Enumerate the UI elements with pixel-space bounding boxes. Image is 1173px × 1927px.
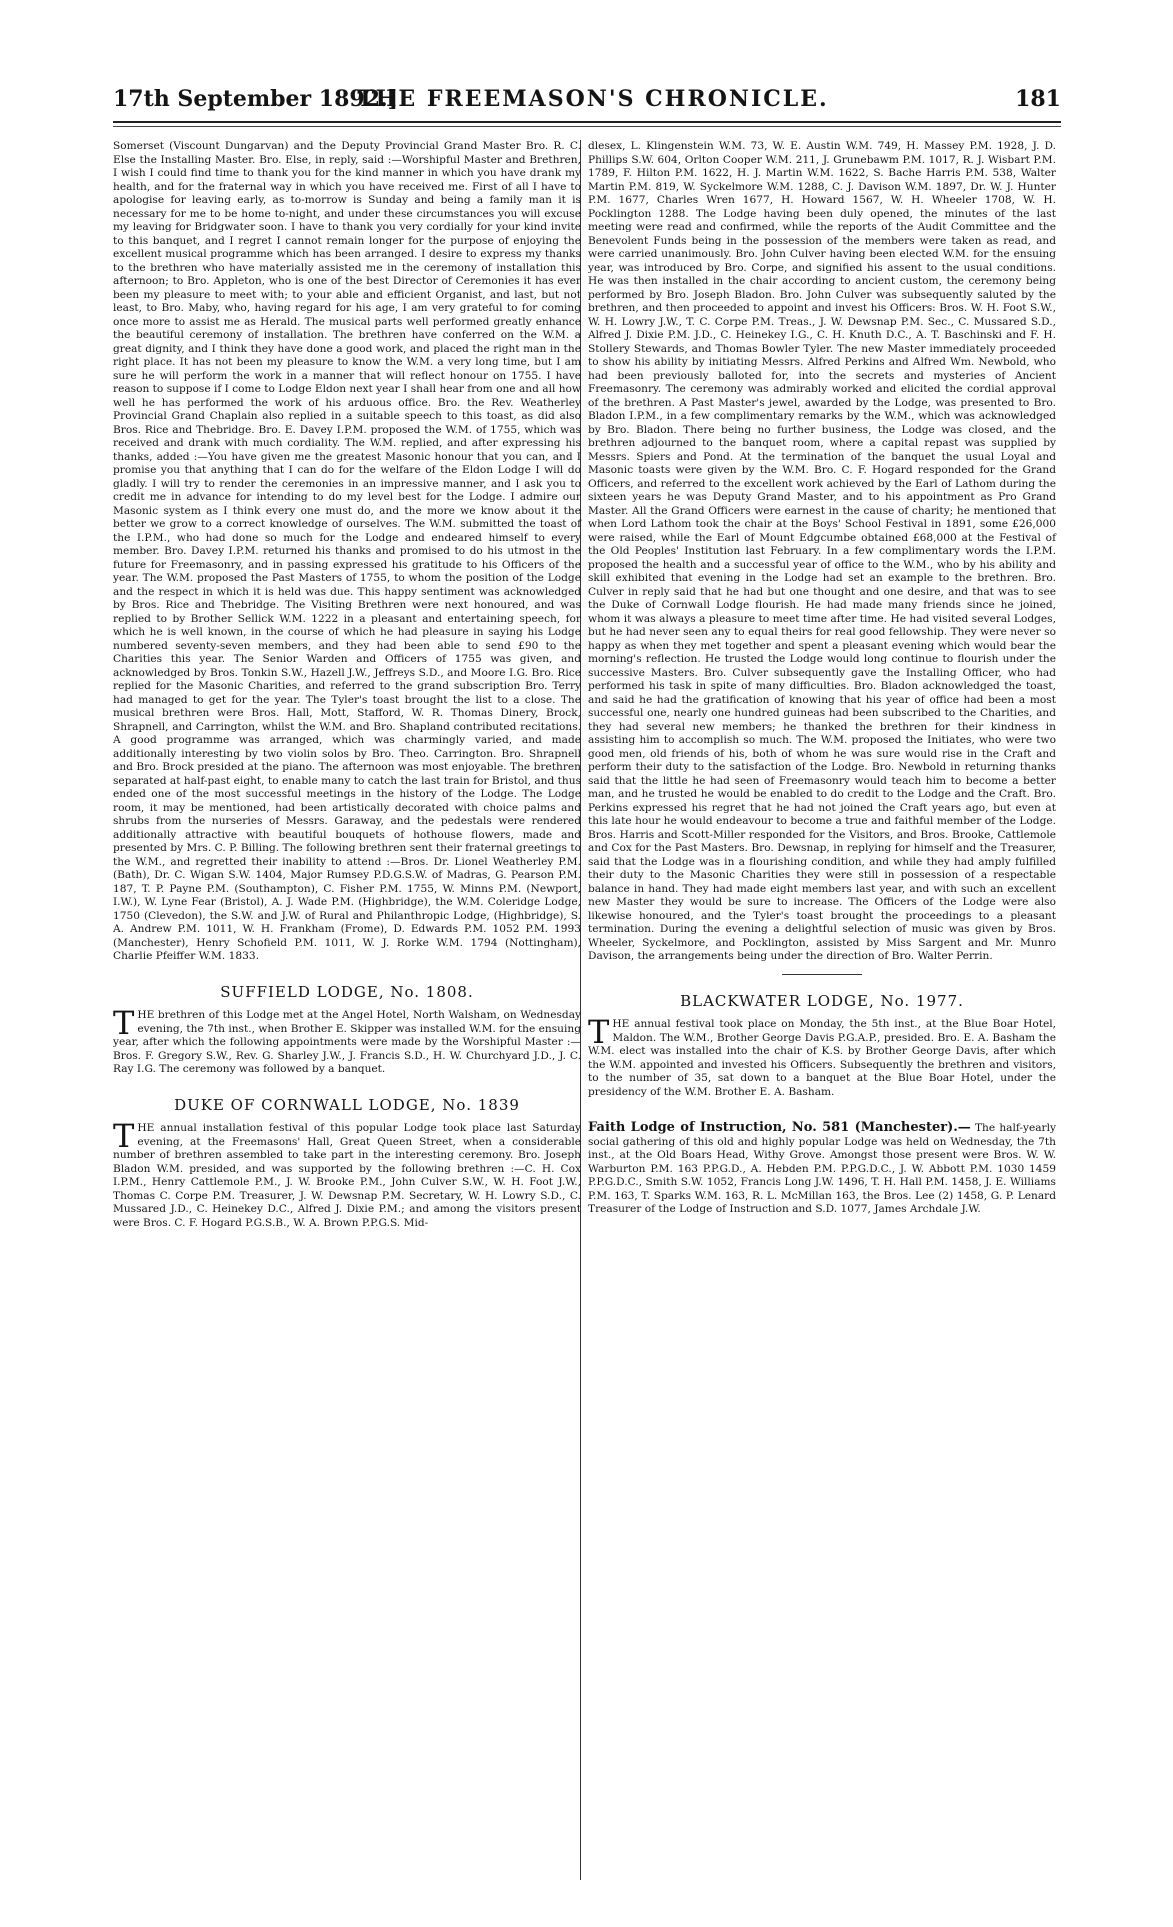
faith-lodge-heading: Faith Lodge of Instruction, No. 581 (Manchester).— xyxy=(588,1120,971,1135)
right-column xyxy=(588,140,1056,1217)
cornwall-dropcap: T xyxy=(113,1117,135,1155)
header-rule xyxy=(113,121,1061,123)
faith-lodge-paragraph xyxy=(588,1121,1056,1217)
blackwater-lodge-text: HE annual festival took place on Monday, the 5th inst., at the Blue Boar Hotel, Maldon. The W.M., Brother George Davis P.G.A.P., presided. Bro. E. A. Basham the W.M. elect was installed into the chair of K.S. by Brother George Davis, after which the W.M. appointed and invested his Officers. Subsequently the brethren and visitors, to the number of 35, sat down to a banquet at the Blue Boar Hotel, under the presidency of the W.M. Brother E. A. Basham. xyxy=(588,1018,1056,1098)
suffield-lodge-text: HE brethren of this Lodge met at the Angel Hotel, North Walsham, on Wednesday evening, the 7th inst., when Brother E. Skipper was installed W.M. for the ensuing year, after which the following appointments were made by the Worshipful Master :—Bros. F. Gregory S.W., Rev. G. Sharley J.W., J. Francis S.D., H. W. Churchyard J.D., J. C. Ray I.G. The ceremony was followed by a banquet. xyxy=(113,1009,581,1075)
left-column xyxy=(113,140,581,1230)
duke-of-cornwall-lodge-heading: DUKE OF CORNWALL LODGE, No. 1839 xyxy=(174,1095,520,1114)
blackwater-lodge-heading: BLACKWATER LODGE, No. 1977. xyxy=(680,991,964,1010)
section-separator-rule xyxy=(782,974,862,975)
duke-of-cornwall-lodge-text: HE annual installation festival of this popular Lodge took place last Saturday evening, at the Freemasons' Hall, Great Queen Street, when a considerable number of brethren assembled to take part in the interesting ceremony. Bro. Joseph Bladon W.M. presided, and was supported by the following brethren :—C. H. Cox I.P.M., Henry Cattlemole P.M., J. W. Brooke P.M., John Culver S.W., W. H. Foot J.W., Thomas C. Corpe P.M. Treasurer, J. W. Dewsnap P.M. Secretary, W. H. Lowry S.D., C. Mussared J.D., C. Heinekey D.C., Alfred J. Dixie P.M.; and among the visitors present were Bros. C. F. Hogard P.G.S.B., W. A. Brown P.P.G.S. Mid- xyxy=(113,1122,581,1229)
suffield-lodge-article xyxy=(113,1004,581,1077)
duke-of-cornwall-lodge-article xyxy=(113,1117,581,1230)
faith-lodge-article xyxy=(588,1121,1056,1217)
issue-date: 17th September 1892.] xyxy=(113,86,399,112)
blackwater-lodge-article xyxy=(588,1013,1056,1099)
publication-title: THE FREEMASON'S CHRONICLE. xyxy=(357,86,829,112)
header-rule-secondary xyxy=(113,126,1061,127)
suffield-dropcap: T xyxy=(113,1004,135,1042)
eldon-lodge-report-continued: Somerset (Viscount Dungarvan) and the Deputy Provincial Grand Master Bro. R. C. Else the Installing Master. Bro. Else, in reply, said :—Worshipful Master and Brethren, I wish I could find time to thank you for the kind manner in which you have drank my health, and for the fraternal way in which you have received me. First of all I have to apologise for leaving early, as to-morrow is Sunday and being a family man it is necessary for me to be home to-night, and under these circumstances you will excuse my leaving for Bridgwater soon. I have to thank you very cordially for your kind invite to this banquet, and I regret I cannot remain longer for the purpose of enjoying the excellent musical programme which has been arranged. I desire to express my thanks to the brethren who have materially assisted me in the ceremony of installation this afternoon; to Bro. Appleton, who is one of the best Director of Ceremonies it has ever been my pleasure to meet with; to your able and efficient Organist, and last, but not least, to Bro. Maby, who, having regard for his age, I am very grateful to for coming once more to assist me as Herald. The musical parts well performed greatly enhance the beautiful ceremony of installation. The brethren have conferred on the W.M. a great dignity, and I think they have done a good work, and placed the right man in the right place. It has not been my pleasure to know the W.M. a very long time, but I am sure he will perform the work in a manner that will reflect honour on 1755. I have reason to suppose if I come to Lodge Eldon next year I shall hear from one and all how well he has performed the work of his arduous office. Bro. the Rev. Weatherley Provincial Grand Chaplain also replied in a suitable speech to this toast, as did also Bros. Rice and Thebridge. Bro. E. Davey I.P.M. proposed the W.M. of 1755, which was received and drank with much cordiality. The W.M. replied, and after expressing his thanks, added :—You have given me the greatest Masonic honour that you can, and I promise you that anything that I can do for the welfare of the Eldon Lodge I will do gladly. I will try to render the ceremonies in an impressive manner, and I ask you to credit me in advance for intending to do my level best for the Lodge. I admire our Masonic system as I think every one must do, and the more we know about it the better we grow to a correct knowledge of ourselves. The W.M. submitted the toast of the I.P.M., who had done so much for the Lodge and endeared himself to every member. Bro. Davey I.P.M. returned his thanks and promised to do his utmost in the future for Freemasonry, and in passing expressed his gratitude to his Officers of the year. The W.M. proposed the Past Masters of 1755, to whom the position of the Lodge and the respect in which it is held was due. This happy sentiment was acknowledged by Bros. Rice and Thebridge. The Visiting Brethren were next honoured, and was replied to by Brother Sellick W.M. 1222 in a pleasant and entertaining speech, for which he is well known, in the course of which he had pleasure in saying his Lodge numbered seventy-seven members, and they had been able to send £90 to the Charities this year. The Senior Warden and Officers of 1755 was given, and acknowledged by Bros. Tonkin S.W., Hazell J.W., Jeffreys S.D., and Moore I.G. Bro. Rice replied for the Masonic Charities, and referred to the grand subscription Bro. Terry had managed to get for the year. The Tyler's toast brought the list to a close. The musical brethren were Bros. Hall, Mott, Stafford, W. R. Thomas Dinery, Brock, Shrapnell, and Carrington, whilst the W.M. and Bro. Shapland contributed recitations. A good programme was arranged, which was charmingly varied, and made additionally interesting by two violin solos by Bro. Theo. Carrington. Bro. Shrapnell and Bro. Brock presided at the piano. The afternoon was most enjoyable. The brethren separated at half-past eight, to enable many to catch the last train for Bristol, and thus ended one of the most successful meetings in the history of the Lodge. The Lodge room, it may be mentioned, had been artistically decorated with choice palms and shrubs from the nurseries of Messrs. Garaway, and the pedestals were rendered additionally attractive with beautiful bouquets of hothouse flowers, made and presented by Mrs. C. P. Billing. The following brethren sent their fraternal greetings to the W.M., and regretted their inability to attend :—Bros. Dr. Lionel Weatherley P.M. (Bath), Dr. C. Wigan S.W. 1404, Major Rumsey P.D.G.S.W. of Madras, G. Pearson P.M. 187, T. P. Payne P.M. (Southampton), C. Fisher P.M. 1755, W. Minns P.M. (Newport, I.W.), W. Lyne Fear (Bristol), A. J. Wade P.M. (Highbridge), the W.M. Coleridge Lodge, 1750 (Clevedon), the S.W. and J.W. of Rural and Philanthropic Lodge, (Highbridge), S. A. Andrew P.M. 1011, W. H. Frankham (Frome), D. Edwards P.M. 1052 P.M. 1993 (Manchester), Henry Schofield P.M. 1011, W. J. Rorke W.M. 1794 (Nottingham), Charlie Pfeiffer W.M. 1833. xyxy=(113,140,581,962)
suffield-lodge-heading: SUFFIELD LODGE, No. 1808. xyxy=(220,982,474,1001)
faith-lodge-text: The half-yearly social gathering of this old and highly popular Lodge was held on Wednesday, the 7th inst., at the Old Boars Head, Withy Grove. Amongst those present were Bros. W. W. Warburton P.M. 163 P.P.G.D., A. Hebden P.M. P.P.G.D.C., J. W. Abbott P.M. 1030 1459 P.P.G.D.C., Smith S.W. 1052, Francis Long J.W. 1496, T. H. Hall P.M. 1458, J. E. Williams P.M. 163, T. Sparks W.M. 163, R. L. McMillan 163, the Bros. Lee (2) 1458, G. P. Lenard Treasurer of the Lodge of Instruction and S.D. 1077, James Archdale J.W. xyxy=(588,1122,1056,1215)
blackwater-dropcap: T xyxy=(588,1013,610,1051)
page-header xyxy=(113,80,1061,122)
duke-of-cornwall-lodge-continued: dlesex, L. Klingenstein W.M. 73, W. E. Austin W.M. 749, H. Massey P.M. 1928, J. D. Phillips S.W. 604, Orlton Cooper W.M. 211, J. Grunebawm P.M. 1017, R. J. Wisbart P.M. 1789, F. Hilton P.M. 1622, H. J. Martin W.M. 1622, S. Bache Harris P.M. 538, Walter Martin P.M. 819, W. Syckelmore W.M. 1288, C. J. Davison W.M. 1897, Dr. W. J. Hunter P.M. 1677, Charles Wren 1677, H. Howard 1567, W. H. Wheeler 1708, W. H. Pocklington 1288. The Lodge having been duly opened, the minutes of the last meeting were read and confirmed, while the reports of the Audit Committee and the Benevolent Funds being in the possession of the members were taken as read, and were carried unanimously. Bro. John Culver having been elected W.M. for the ensuing year, was introduced by Bro. Corpe, and signified his assent to the usual conditions. He was then installed in the chair according to ancient custom, the ceremony being performed by Bro. Joseph Bladon. Bro. John Culver was subsequently saluted by the brethren, and then proceeded to appoint and invest his Officers: Bros. W. H. Foot S.W., W. H. Lowry J.W., T. C. Corpe P.M. Treas., J. W. Dewsnap P.M. Sec., C. Mussared S.D., Alfred J. Dixie P.M. J.D., C. Heinekey I.G., C. H. Knuth D.C., A. T. Baschinski and F. H. Stollery Stewards, and Thomas Bowler Tyler. The new Master immediately proceeded to show his ability by initiating Messrs. Alfred Perkins and Alfred Wm. Newbold, who had been previously balloted for, into the secrets and mysteries of Ancient Freemasonry. The ceremony was admirably worked and elicited the cordial approval of the brethren. A Past Master's jewel, awarded by the Lodge, was presented to Bro. Bladon I.P.M., in a few complimentary remarks by the W.M., which was acknowledged by Bro. Bladon. There being no further business, the Lodge was closed, and the brethren adjourned to the banquet room, where a capital repast was supplied by Messrs. Spiers and Pond. At the termination of the banquet the usual Loyal and Masonic toasts were given by the W.M. Bro. C. F. Hogard responded for the Grand Officers, and referred to the excellent work achieved by the Earl of Lathom during the sixteen years he was Deputy Grand Master, and to his appointment as Pro Grand Master. All the Grand Officers were earnest in the cause of charity; he mentioned that when Lord Lathom took the chair at the Boys' School Festival in 1891, some £26,000 were raised, while the Earl of Mount Edgcumbe obtained £68,000 at the Festival of the Old Peoples' Institution last February. In a few complimentary words the I.P.M. proposed the health and a successful year of office to the W.M., who by his ability and skill exhibited that evening in the Lodge had set an example to the brethren. Bro. Culver in reply said that he had but one thought and one desire, and that was to see the Duke of Cornwall Lodge flourish. He had made many friends since he joined, whom it was always a pleasure to meet time after time. He had visited several Lodges, but he had never seen any to equal theirs for real good fellowship. They were never so happy as when they met together and spent a pleasant evening which would bear the morning's reflection. He trusted the Lodge would long continue to flourish under the successive Masters. Bro. Culver subsequently gave the Installing Officer, who had performed his task in spite of many difficulties. Bro. Bladon acknowledged the toast, and said he had the gratification of knowing that his year of office had been a most successful one, nearly one hundred guineas had been subscribed to the Charities, and they had several new members; he thanked the brethren for their kindness in assisting him to accomplish so much. The W.M. proposed the Initiates, who were two good men, old friends of his, both of whom he was sure would rise in the Craft and perform their duty to the satisfaction of the Lodge. Bro. Newbold in returning thanks said that the little he had seen of Freemasonry would teach him to become a better man, and he trusted he would be enabled to do credit to the Lodge and the Craft. Bro. Perkins expressed his regret that he had not joined the Craft years ago, but even at this late hour he would endeavour to become a true and faithful member of the Lodge. Bros. Harris and Scott-Miller responded for the Visitors, and Bros. Brooke, Cattlemole and Cox for the Past Masters. Bro. Dewsnap, in replying for himself and the Treasurer, said that the Lodge was in a flourishing condition, and while they had amply fulfilled their duty to the Masonic Charities they were still in possession of a respectable balance in hand. They had made eight members last year, and with such an excellent new Master they would be sure to increase. The Officers of the Lodge were also likewise honoured, and the Tyler's toast brought the proceedings to a pleasant termination. During the evening a delightful selection of music was given by Bros. Wheeler, Syckelmore, and Pocklington, assisted by Miss Sargent and Mr. Munro Davison, the arrangements being under the direction of Bro. Walter Perrin. xyxy=(588,140,1056,962)
page-number: 181 xyxy=(1015,86,1061,112)
